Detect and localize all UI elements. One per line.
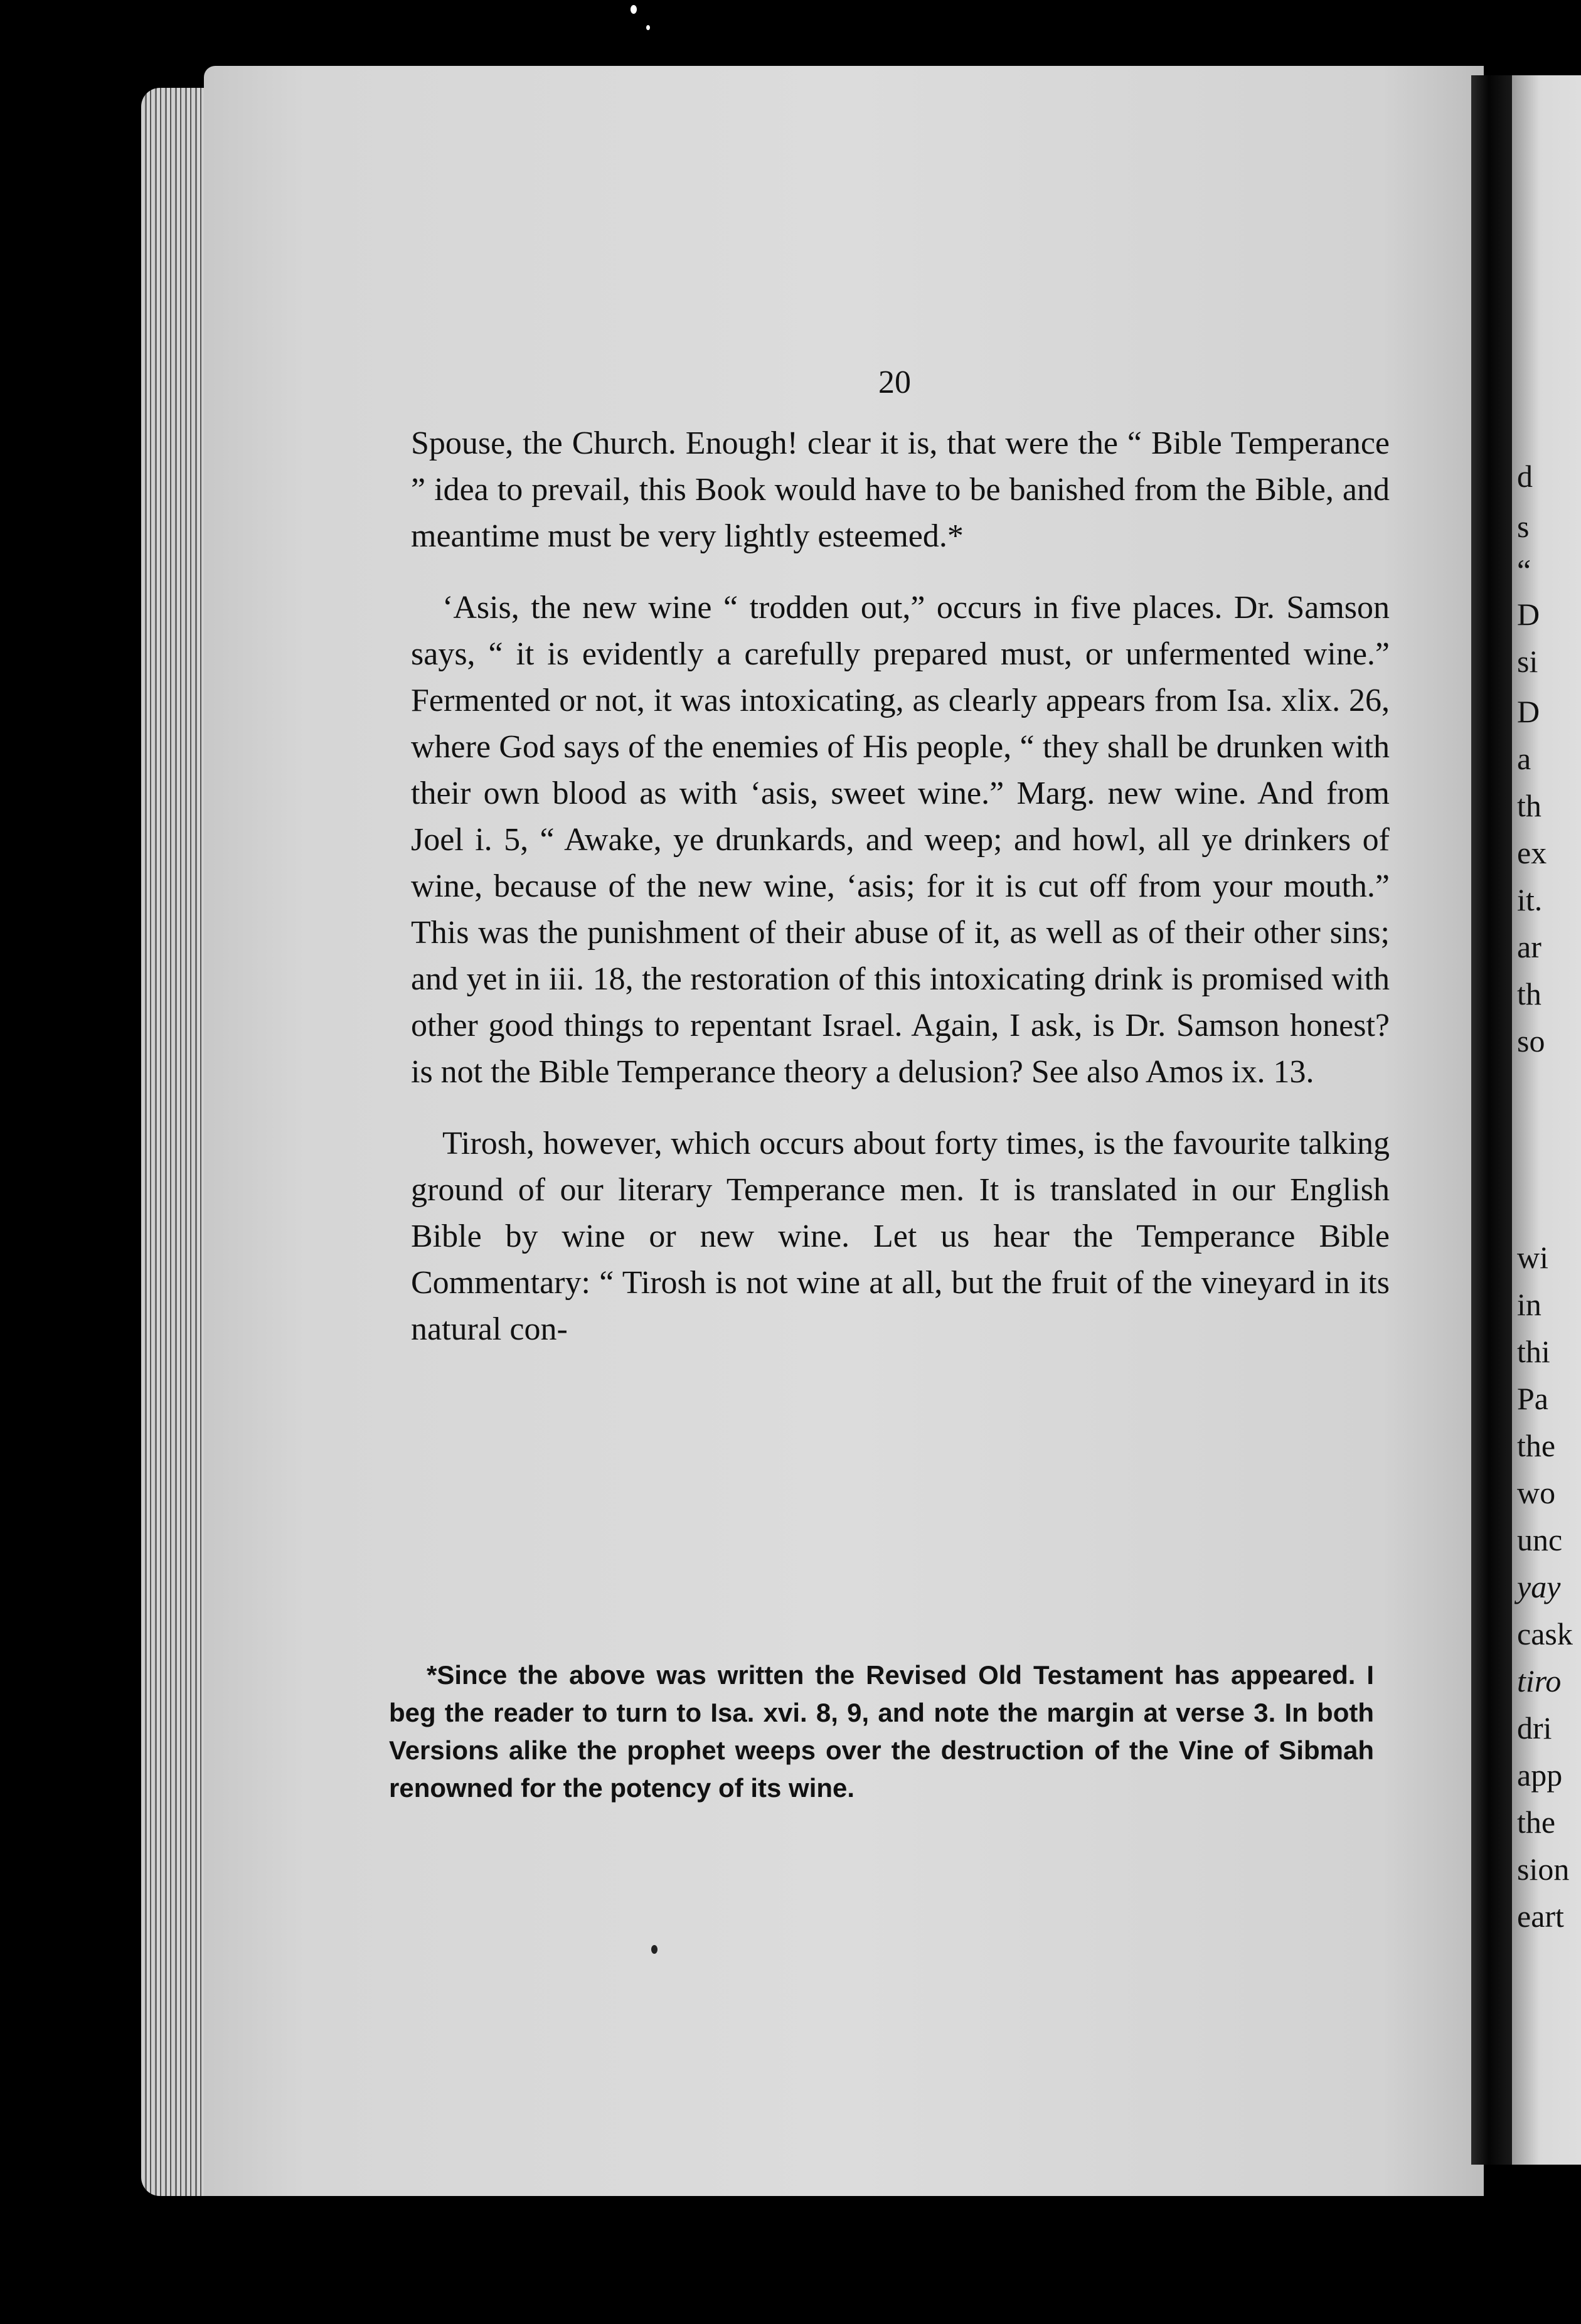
facing-fragment: ar	[1517, 929, 1541, 964]
facing-fragment: in	[1517, 1287, 1541, 1322]
facing-fragment: the	[1517, 1428, 1556, 1463]
facing-fragment: si	[1517, 644, 1538, 679]
facing-fragment: d	[1517, 459, 1533, 494]
facing-fragment: tiro	[1517, 1663, 1562, 1698]
footnote	[389, 1656, 1374, 1807]
facing-fragment: D	[1517, 597, 1540, 632]
footnote-text: *Since the above was written the Revised Old Testament has appeared. I beg the reader to turn to Isa. xvi. 8, 9, and note the margin at verse 3. In both Versions alike the prophet weeps over the destruction of the Vine of Sibmah renowned for the potency of its wine.	[389, 1660, 1374, 1803]
facing-fragment: unc	[1517, 1522, 1563, 1557]
book-gutter	[1471, 75, 1515, 2165]
scan-speck	[646, 25, 650, 30]
paragraph: ‘Asis, the new wine “ trodden out,” occurs in five places. Dr. Samson says, “ it is evidently a carefully prepared must, or unfermented wine.” Fermented or not, it was intoxicating, as clearly appears from Isa. xlix. 26, where God says of the enemies of His people, “ they shall be drunken with their own blood as with ‘asis, sweet wine.” Marg. new wine. And from Joel i. 5, “ Awake, ye drunkards, and weep; and howl, all ye drinkers of wine, because of the new wine, ‘asis; for it is cut off from your mouth.” This was the punishment of their abuse of it, as well as of their other sins; and yet in iii. 18, the restoration of this intoxicating drink is promised with other good things to repentant Israel. Again, I ask, is Dr. Samson honest? is not the Bible Temperance theory a delusion? See also Amos ix. 13.	[411, 590, 1390, 1090]
facing-fragment: app	[1517, 1757, 1563, 1793]
facing-fragment: wo	[1517, 1475, 1556, 1510]
body-text	[411, 420, 1390, 1378]
facing-fragment: s	[1517, 509, 1530, 544]
facing-fragment: “	[1517, 553, 1531, 588]
facing-fragment: yay	[1517, 1569, 1561, 1604]
facing-fragment: the	[1517, 1804, 1556, 1840]
facing-fragment: sion	[1517, 1852, 1570, 1887]
facing-fragment: dri	[1517, 1710, 1552, 1746]
facing-fragment: eart	[1517, 1899, 1564, 1934]
facing-fragment: Pa	[1517, 1381, 1548, 1416]
paragraph: Tirosh, however, which occurs about forty times, is the favourite talking ground of our literary Temperance men. It is translated in our English Bible by wine or new wine. Let us hear the Temperance Bible Commentary: “ Tirosh is not wine at all, but the fruit of the vineyard in its natural con-	[411, 1126, 1390, 1347]
facing-fragment: a	[1517, 741, 1531, 776]
scan-speck	[631, 5, 637, 14]
facing-fragment: D	[1517, 694, 1540, 729]
scan-speck	[651, 1945, 657, 1954]
facing-fragment: thi	[1517, 1334, 1550, 1369]
paragraph: Spouse, the Church. Enough! clear it is, that were the “ Bible Temperance ” idea to prevail, this Book would have to be banished from the Bible, and meantime must be very lightly esteemed.*	[411, 425, 1390, 554]
facing-fragment: so	[1517, 1023, 1545, 1058]
facing-fragment: it.	[1517, 882, 1543, 917]
facing-page	[1512, 75, 1581, 2165]
page-number: 20	[878, 365, 911, 400]
facing-fragment: wi	[1517, 1240, 1548, 1275]
facing-fragment: ex	[1517, 835, 1547, 870]
facing-fragment: th	[1517, 788, 1541, 823]
facing-fragment: th	[1517, 976, 1541, 1011]
facing-fragment: cask	[1517, 1616, 1573, 1651]
